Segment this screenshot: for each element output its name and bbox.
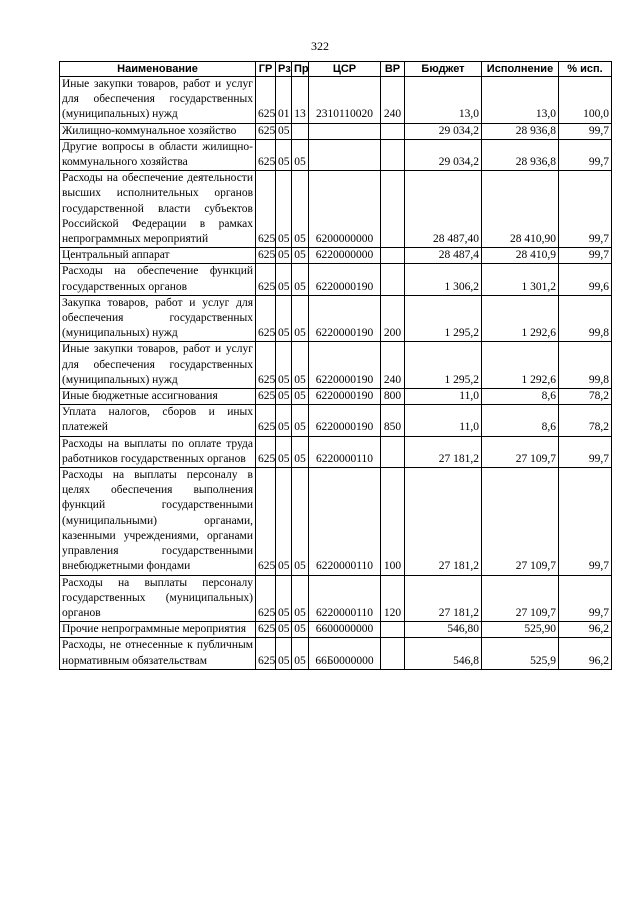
- row-pr: 05: [292, 171, 309, 248]
- row-pr: 05: [292, 575, 309, 622]
- table-row: [60, 622, 612, 638]
- row-rz: 05: [276, 468, 292, 575]
- row-execution: 28 936,8: [482, 139, 559, 170]
- table-row: [60, 264, 612, 295]
- header-pr: Пр: [292, 62, 309, 77]
- table-body: [60, 77, 612, 670]
- row-pct: 78,2: [559, 389, 612, 405]
- row-name: Расходы на выплаты по оплате труда работников государственных органов: [60, 436, 256, 467]
- row-vr: [381, 638, 405, 669]
- row-gr: 625: [256, 295, 276, 342]
- row-vr: [381, 139, 405, 170]
- row-execution: 1 301,2: [482, 264, 559, 295]
- row-vr: 200: [381, 295, 405, 342]
- row-csr: 6220000110: [309, 575, 381, 622]
- row-budget: 27 181,2: [405, 468, 482, 575]
- header-vr: ВР: [381, 62, 405, 77]
- row-pct: 99,7: [559, 171, 612, 248]
- row-name: Закупка товаров, работ и услуг для обеспечения государственных (муниципальных) нужд: [60, 295, 256, 342]
- row-budget: 13,0: [405, 77, 482, 124]
- row-name: Жилищно-коммунальное хозяйство: [60, 123, 256, 139]
- row-vr: 240: [381, 342, 405, 389]
- row-gr: 625: [256, 405, 276, 436]
- row-pr: 05: [292, 264, 309, 295]
- row-rz: 05: [276, 575, 292, 622]
- table-row: [60, 295, 612, 342]
- row-pct: 99,6: [559, 264, 612, 295]
- table-row: [60, 468, 612, 575]
- row-budget: 546,8: [405, 638, 482, 669]
- header-budget: Бюджет: [405, 62, 482, 77]
- row-pr: 05: [292, 389, 309, 405]
- row-pct: 96,2: [559, 622, 612, 638]
- row-vr: [381, 436, 405, 467]
- row-pct: 99,7: [559, 139, 612, 170]
- row-gr: 625: [256, 342, 276, 389]
- row-csr: 6220000110: [309, 436, 381, 467]
- header-rz: Рз: [276, 62, 292, 77]
- row-rz: 05: [276, 622, 292, 638]
- row-execution: 28 410,90: [482, 171, 559, 248]
- row-rz: 05: [276, 638, 292, 669]
- row-pct: 99,7: [559, 436, 612, 467]
- budget-table: [59, 61, 612, 670]
- row-name: Иные закупки товаров, работ и услуг для обеспечения государственных (муниципальных) нужд: [60, 342, 256, 389]
- row-budget: 1 295,2: [405, 342, 482, 389]
- row-budget: 27 181,2: [405, 575, 482, 622]
- row-budget: 29 034,2: [405, 139, 482, 170]
- row-execution: 28 936,8: [482, 123, 559, 139]
- row-pr: 05: [292, 139, 309, 170]
- row-csr: 6600000000: [309, 622, 381, 638]
- row-pct: 78,2: [559, 405, 612, 436]
- row-execution: 27 109,7: [482, 575, 559, 622]
- row-rz: 05: [276, 436, 292, 467]
- row-budget: 28 487,4: [405, 248, 482, 264]
- table-row: [60, 77, 612, 124]
- row-pct: 99,8: [559, 342, 612, 389]
- table-row: [60, 342, 612, 389]
- row-csr: 6220000190: [309, 264, 381, 295]
- row-pr: 05: [292, 248, 309, 264]
- row-rz: 05: [276, 405, 292, 436]
- row-gr: 625: [256, 575, 276, 622]
- row-csr: [309, 123, 381, 139]
- row-vr: [381, 123, 405, 139]
- row-vr: [381, 171, 405, 248]
- row-execution: 27 109,7: [482, 436, 559, 467]
- row-pct: 99,8: [559, 295, 612, 342]
- row-vr: 120: [381, 575, 405, 622]
- row-pr: 05: [292, 295, 309, 342]
- row-gr: 625: [256, 77, 276, 124]
- row-csr: 6220000110: [309, 468, 381, 575]
- row-vr: [381, 248, 405, 264]
- row-csr: 2310110020: [309, 77, 381, 124]
- table-row: [60, 405, 612, 436]
- row-vr: 850: [381, 405, 405, 436]
- row-rz: 05: [276, 295, 292, 342]
- row-gr: 625: [256, 436, 276, 467]
- row-execution: 1 292,6: [482, 342, 559, 389]
- row-name: Иные бюджетные ассигнования: [60, 389, 256, 405]
- row-rz: 05: [276, 264, 292, 295]
- row-pct: 99,7: [559, 123, 612, 139]
- row-execution: 8,6: [482, 389, 559, 405]
- header-name: Наименование: [60, 62, 256, 77]
- row-pr: 13: [292, 77, 309, 124]
- row-gr: 625: [256, 139, 276, 170]
- row-execution: 13,0: [482, 77, 559, 124]
- row-gr: 625: [256, 622, 276, 638]
- row-gr: 625: [256, 389, 276, 405]
- row-vr: 100: [381, 468, 405, 575]
- row-pct: 99,7: [559, 248, 612, 264]
- row-name: Центральный аппарат: [60, 248, 256, 264]
- row-vr: [381, 264, 405, 295]
- row-name: Другие вопросы в области жилищно-коммунального хозяйства: [60, 139, 256, 170]
- row-budget: 1 295,2: [405, 295, 482, 342]
- row-budget: 546,80: [405, 622, 482, 638]
- row-budget: 29 034,2: [405, 123, 482, 139]
- row-budget: 1 306,2: [405, 264, 482, 295]
- table-row: [60, 575, 612, 622]
- row-pr: 05: [292, 622, 309, 638]
- row-pct: 96,2: [559, 638, 612, 669]
- row-csr: 6220000000: [309, 248, 381, 264]
- table-row: [60, 123, 612, 139]
- row-execution: 1 292,6: [482, 295, 559, 342]
- row-budget: 11,0: [405, 389, 482, 405]
- row-vr: 800: [381, 389, 405, 405]
- row-gr: 625: [256, 468, 276, 575]
- row-csr: 6220000190: [309, 295, 381, 342]
- header-execution: Исполнение: [482, 62, 559, 77]
- header-gr: ГР: [256, 62, 276, 77]
- row-csr: 6200000000: [309, 171, 381, 248]
- row-pct: 99,7: [559, 468, 612, 575]
- row-name: Прочие непрограммные мероприятия: [60, 622, 256, 638]
- header-pct: % исп.: [559, 62, 612, 77]
- row-rz: 05: [276, 123, 292, 139]
- row-gr: 625: [256, 171, 276, 248]
- row-budget: 11,0: [405, 405, 482, 436]
- row-rz: 05: [276, 139, 292, 170]
- row-gr: 625: [256, 248, 276, 264]
- row-csr: 6220000190: [309, 405, 381, 436]
- table-row: [60, 171, 612, 248]
- table-row: [60, 248, 612, 264]
- row-execution: 525,9: [482, 638, 559, 669]
- row-execution: 8,6: [482, 405, 559, 436]
- row-name: Расходы на выплаты персоналу государственных (муниципальных) органов: [60, 575, 256, 622]
- row-gr: 625: [256, 638, 276, 669]
- page-number: 322: [311, 39, 329, 53]
- row-name: Расходы на обеспечение функций государственных органов: [60, 264, 256, 295]
- row-rz: 01: [276, 77, 292, 124]
- row-budget: 27 181,2: [405, 436, 482, 467]
- row-vr: 240: [381, 77, 405, 124]
- table-row: [60, 389, 612, 405]
- table-row: [60, 436, 612, 467]
- table-header-row: [60, 62, 612, 77]
- row-csr: 6220000190: [309, 342, 381, 389]
- row-execution: 27 109,7: [482, 468, 559, 575]
- row-csr: [309, 139, 381, 170]
- header-csr: ЦСР: [309, 62, 381, 77]
- row-name: Уплата налогов, сборов и иных платежей: [60, 405, 256, 436]
- row-rz: 05: [276, 248, 292, 264]
- row-name: Иные закупки товаров, работ и услуг для обеспечения государственных (муниципальных) нужд: [60, 77, 256, 124]
- row-rz: 05: [276, 389, 292, 405]
- row-rz: 05: [276, 342, 292, 389]
- row-vr: [381, 622, 405, 638]
- row-rz: 05: [276, 171, 292, 248]
- row-pr: 05: [292, 405, 309, 436]
- row-execution: 525,90: [482, 622, 559, 638]
- row-execution: 28 410,9: [482, 248, 559, 264]
- row-name: Расходы на выплаты персоналу в целях обеспечения выполнения функций государственными (муниципальными) органами, казенными учреждениями, органами управления государственными внебюджетными фондами: [60, 468, 256, 575]
- row-gr: 625: [256, 123, 276, 139]
- row-pct: 99,7: [559, 575, 612, 622]
- row-csr: 6220000190: [309, 389, 381, 405]
- row-pr: 05: [292, 468, 309, 575]
- row-csr: 66Б0000000: [309, 638, 381, 669]
- row-gr: 625: [256, 264, 276, 295]
- row-name: Расходы, не отнесенные к публичным нормативным обязательствам: [60, 638, 256, 669]
- row-pct: 100,0: [559, 77, 612, 124]
- row-pr: 05: [292, 342, 309, 389]
- row-pr: 05: [292, 638, 309, 669]
- row-pr: [292, 123, 309, 139]
- row-budget: 28 487,40: [405, 171, 482, 248]
- table-row: [60, 139, 612, 170]
- table-row: [60, 638, 612, 669]
- row-name: Расходы на обеспечение деятельности высших исполнительных органов государственной власти субъектов Российской Федерации в рамках непрограммных мероприятий: [60, 171, 256, 248]
- row-pr: 05: [292, 436, 309, 467]
